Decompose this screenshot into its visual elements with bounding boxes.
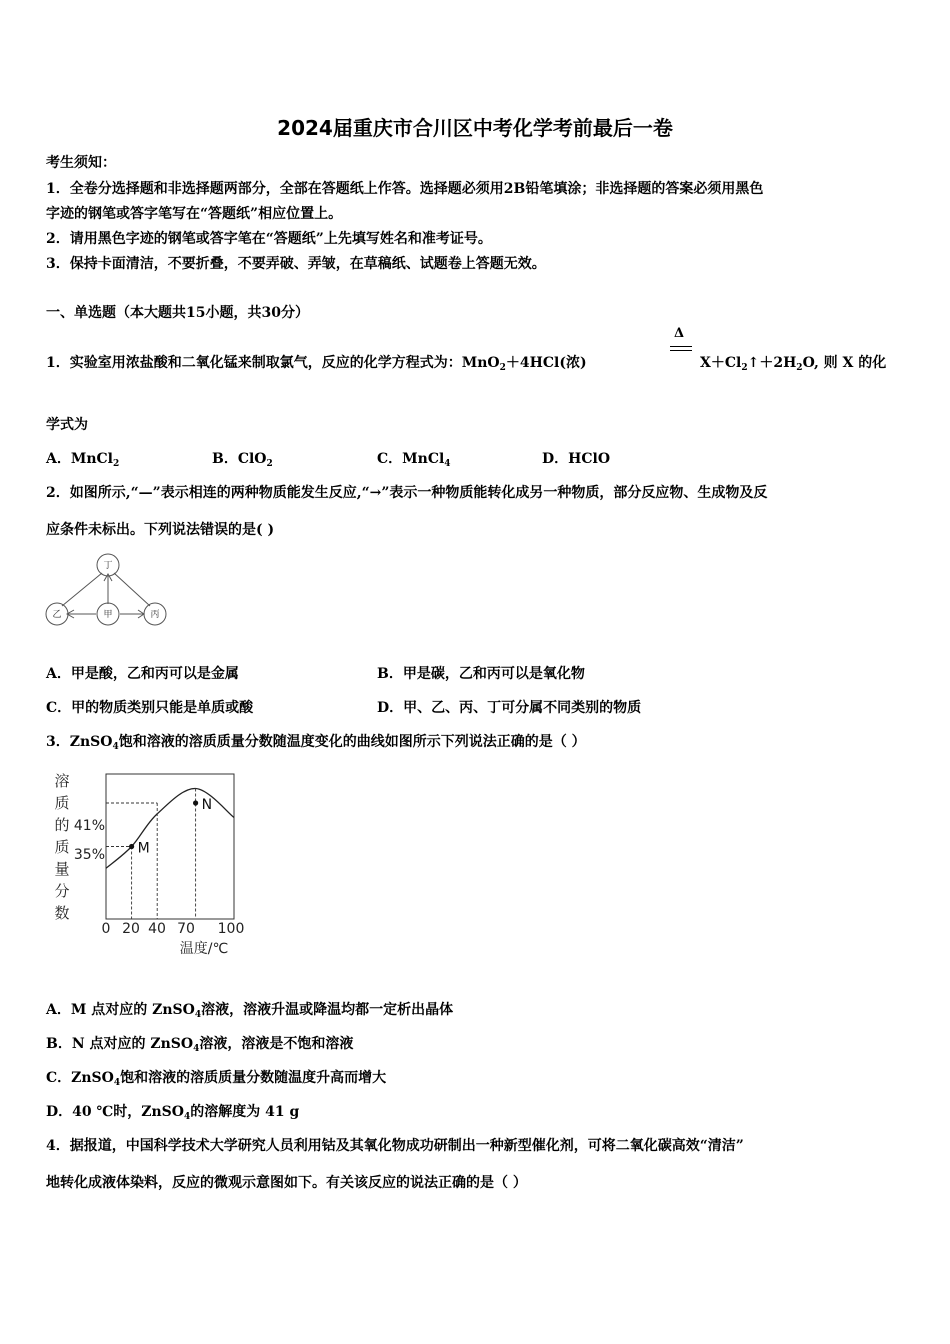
- relation-diagram: [42, 548, 172, 630]
- y-label-char: 质: [54, 838, 70, 856]
- q4-stem-cont: 地转化成液体染料，反应的微观示意图如下。有关该反应的说法正确的是（ ）: [46, 1175, 527, 1191]
- option-text: A．M 点对应的 ZnSO: [46, 1002, 195, 1018]
- node-label-jia: 甲: [103, 610, 113, 620]
- q2-stem-cont: 应条件未标出。下列说法错误的是( ): [46, 522, 275, 538]
- eq-sub: 2: [741, 363, 748, 373]
- eq-text: ＋4HCl(浓): [505, 355, 587, 371]
- option-label: B．ClO: [212, 451, 267, 467]
- node-label-yi: 乙: [52, 610, 62, 620]
- q3-option-b[interactable]: [46, 1033, 353, 1053]
- y-label-char: 溶: [54, 772, 70, 790]
- page-title: 2024届重庆市合川区中考化学考前最后一卷: [277, 116, 673, 140]
- x-tick-label: 100: [217, 921, 245, 937]
- q4-stem: 4．据报道，中国科学技术大学研究人员利用钴及其氧化物成功研制出一种新型催化剂，可将二氧化碳高效“清洁”: [46, 1138, 744, 1154]
- section-heading: 一、单选题（本大题共15小题，共30分）: [46, 305, 309, 321]
- x-tick-label: 20: [122, 921, 140, 937]
- option-sub: 4: [113, 1078, 121, 1088]
- solubility-chart: [44, 766, 254, 966]
- option-text: B．N 点对应的 ZnSO: [46, 1036, 194, 1052]
- q1-option-c[interactable]: [377, 448, 451, 468]
- q2-option-d[interactable]: D．甲、乙、丙、丁可分属不同类别的物质: [377, 700, 642, 716]
- option-text: 饱和溶液的溶质质量分数随温度升高而增大: [120, 1070, 387, 1086]
- option-sub: 4: [193, 1044, 200, 1054]
- option-text: 溶液，溶液升温或降温均都一定析出晶体: [201, 1002, 454, 1018]
- eq-text: X＋Cl: [700, 355, 742, 371]
- eq-text: O, 则 X 的化: [802, 355, 887, 371]
- q3-stem-sub: 4: [112, 742, 119, 752]
- x-tick-label: 0: [101, 921, 111, 937]
- y-label-char: 的: [54, 816, 70, 834]
- y-tick-label: 35%: [73, 847, 105, 863]
- point-label-n: N: [201, 797, 213, 813]
- q1-equation-right: [700, 352, 886, 372]
- option-text: D．40 ℃时，ZnSO: [46, 1104, 184, 1120]
- q1-option-b[interactable]: [212, 448, 273, 468]
- y-tick-label: 41%: [73, 818, 105, 834]
- q3-option-d[interactable]: [46, 1101, 299, 1121]
- option-text: C．ZnSO: [46, 1070, 114, 1086]
- option-text: 溶液，溶液是不饱和溶液: [199, 1036, 354, 1052]
- notice-line: 1．全卷分选择题和非选择题两部分，全部在答题纸上作答。选择题必须用2B铅笔填涂；非选择题的答案必须用黑色: [46, 181, 764, 197]
- q1-option-d[interactable]: [542, 448, 610, 468]
- q1-stem: [46, 352, 587, 372]
- option-label: A．MnCl: [46, 451, 113, 467]
- q2-stem: 2．如图所示,“—”表示相连的两种物质能发生反应,“→”表示一种物质能转化成另一种物质，部分反应物、生成物及反: [46, 485, 768, 501]
- x-tick-label: 70: [177, 921, 195, 937]
- node-label-ding: 丁: [103, 561, 113, 571]
- y-label-char: 量: [54, 860, 70, 878]
- q3-option-a[interactable]: [46, 999, 453, 1019]
- q2-option-b[interactable]: B．甲是碳，乙和丙可以是氧化物: [377, 666, 585, 682]
- point-m: [129, 844, 134, 849]
- q2-option-a[interactable]: A．甲是酸，乙和丙可以是金属: [46, 666, 239, 682]
- y-label-char: 分: [54, 882, 70, 900]
- q1-stem-text: 1．实验室用浓盐酸和二氧化锰来制取氯气，反应的化学方程式为：: [46, 355, 462, 371]
- edge-ding-yi: [62, 573, 102, 606]
- q3-stem-text: 3．ZnSO: [46, 734, 113, 750]
- y-label-char: 数: [54, 904, 70, 922]
- q3-stem-text: 饱和溶液的溶质质量分数随温度变化的曲线如图所示下列说法正确的是（ ）: [118, 734, 586, 750]
- eq-sub: 2: [499, 363, 506, 373]
- q3-stem: [46, 731, 586, 751]
- x-tick-label: 40: [148, 921, 166, 937]
- point-label-m: M: [137, 840, 150, 857]
- solubility-curve: [106, 788, 234, 868]
- edge-ding-bing: [114, 573, 150, 606]
- option-sub: 2: [113, 459, 120, 469]
- eq-sub: 2: [796, 363, 803, 373]
- q1-equation-left: [462, 355, 587, 371]
- notice-heading: 考生须知：: [46, 155, 116, 171]
- option-text: 的溶解度为 41 g: [190, 1104, 300, 1120]
- heat-symbol: Δ: [674, 326, 685, 341]
- option-sub: 4: [183, 1112, 191, 1122]
- node-label-bing: 丙: [150, 610, 160, 620]
- y-label-char: 质: [54, 794, 70, 812]
- option-sub: 4: [444, 459, 451, 469]
- notice-line: 3．保持卡面清洁，不要折叠，不要弄破、弄皱，在草稿纸、试题卷上答题无效。: [46, 256, 546, 272]
- option-label: D．HClO: [542, 451, 611, 467]
- q2-option-c[interactable]: C．甲的物质类别只能是单质或酸: [46, 700, 254, 716]
- x-axis-label: 温度/℃: [179, 941, 229, 957]
- point-n: [193, 800, 198, 805]
- equals-sign: [670, 346, 692, 351]
- eq-text: MnO: [461, 355, 500, 371]
- eq-text: ↑＋2H: [747, 355, 797, 371]
- q3-option-c[interactable]: [46, 1067, 386, 1087]
- q1-option-a[interactable]: [46, 448, 119, 468]
- option-sub: 4: [194, 1010, 202, 1020]
- option-label: C．MnCl: [377, 451, 445, 467]
- notice-line: 字迹的钢笔或答字笔写在“答题纸”相应位置上。: [46, 206, 343, 222]
- plot-frame: [106, 774, 234, 919]
- notice-line: 2．请用黑色字迹的钢笔或答字笔在“答题纸”上先填写姓名和准考证号。: [46, 231, 492, 247]
- option-sub: 2: [266, 459, 273, 469]
- q1-stem-cont: 学式为: [46, 417, 88, 433]
